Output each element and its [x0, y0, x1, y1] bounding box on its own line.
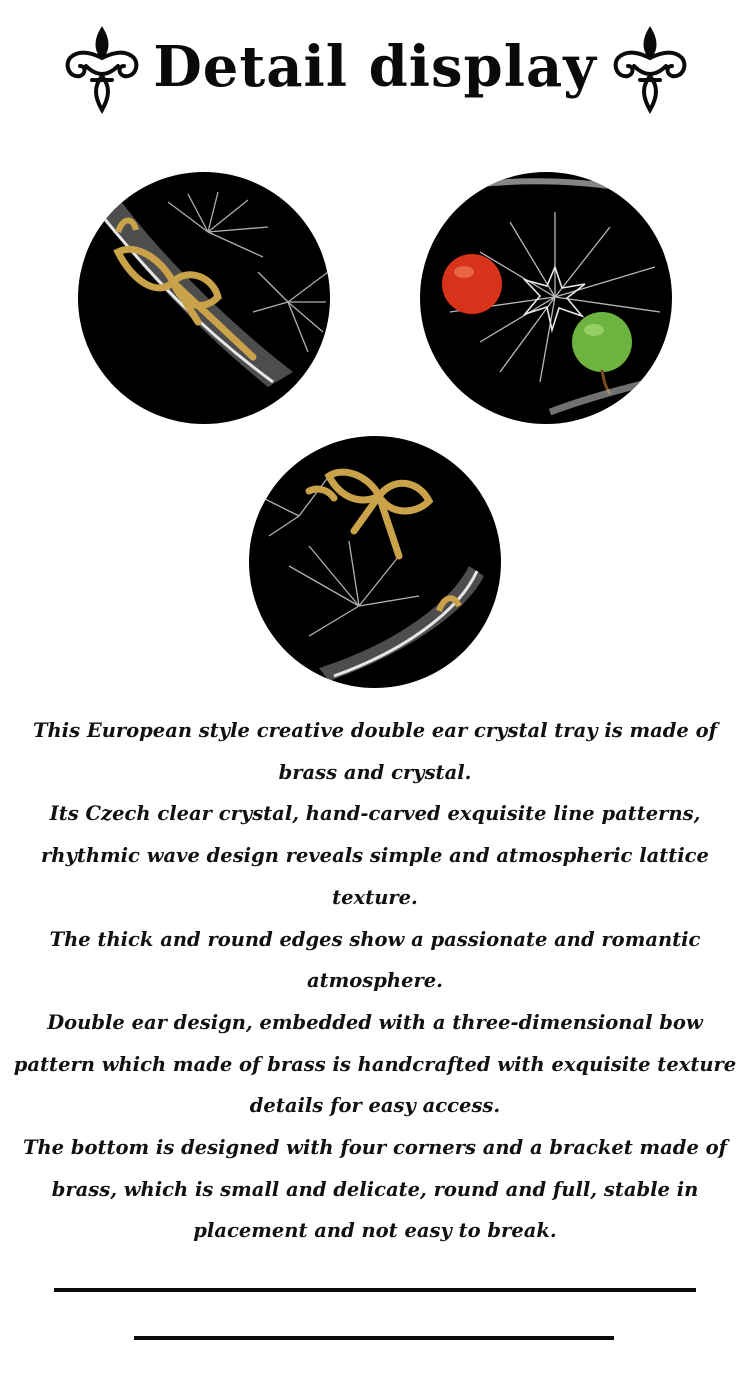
product-description	[0, 710, 750, 1252]
fleur-de-lis-icon	[604, 22, 696, 114]
description-paragraph: Its Czech clear crystal, hand-carved exquisite line patterns, rhythmic wave design reveals simple and atmospheric lattice texture.	[41, 802, 709, 909]
detail-photo-brass-bow-handle	[78, 172, 330, 424]
description-paragraph: This European style creative double ear crystal tray is made of brass and crystal.	[32, 719, 718, 784]
divider-long	[54, 1288, 696, 1292]
divider-short	[134, 1336, 614, 1340]
detail-photo-brass-bow-edge	[249, 436, 501, 688]
description-paragraph: The bottom is designed with four corners and a bracket made of brass, which is small and delicate, round and full, stable in placement and not easy to break.	[22, 1136, 728, 1243]
description-paragraph: The thick and round edges show a passionate and romantic atmosphere.	[49, 927, 701, 993]
description-paragraph: Double ear design, embedded with a three-dimensional bow pattern which made of brass is handcrafted with exquisite texture details for easy access.	[13, 1010, 737, 1118]
detail-photo-carved-star-with-fruit	[420, 172, 672, 424]
page-header	[0, 18, 750, 118]
page-title: Detail display	[153, 34, 597, 100]
